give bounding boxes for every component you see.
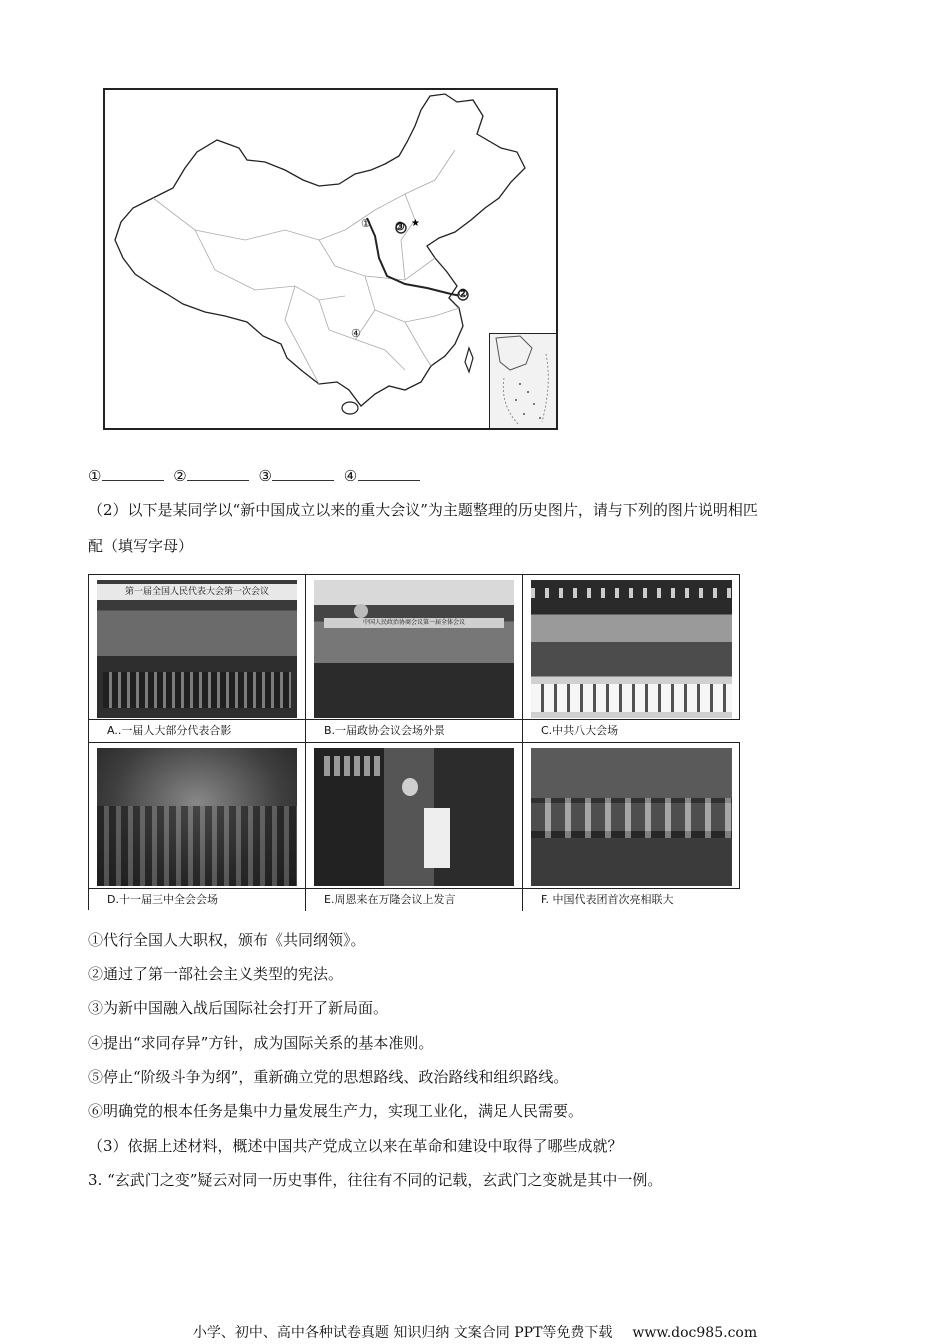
photo-cell-b: [306, 575, 523, 743]
photo-cell-f: [523, 743, 740, 911]
statement-2: ②通过了第一部社会主义类型的宪法。: [88, 965, 344, 983]
map-answer-blanks: [88, 466, 424, 485]
photo-e-caption: E.周恩来在万隆会议上发言: [306, 888, 522, 911]
map-marker-3: ③: [395, 220, 405, 233]
photo-b-banner: 中国人民政治协商会议第一届全体会议: [324, 618, 504, 628]
photo-a-caption: A..一届人大部分代表合影: [89, 719, 305, 742]
photo-cell-e: [306, 743, 523, 911]
statement-3: ③为新中国融入战后国际社会打开了新局面。: [88, 999, 389, 1017]
blank-label-1: ①: [88, 467, 102, 485]
china-map: [103, 88, 558, 430]
photo-b-cppcc-exterior: [314, 580, 514, 718]
photo-c-caption: C.中共八大会场: [523, 719, 740, 742]
south-china-sea-inset: [489, 333, 556, 428]
photo-e-zhou-enlai-bandung: [314, 748, 514, 886]
photo-a-npc-delegates: [97, 580, 297, 718]
blank-3[interactable]: [272, 466, 334, 481]
blank-label-4: ④: [343, 467, 358, 485]
photo-d-third-plenum: [97, 748, 297, 886]
photo-c-cpc-8th-congress: [531, 580, 732, 718]
photo-b-caption: B.一届政协会议会场外景: [306, 719, 522, 742]
map-marker-1: ①: [361, 217, 371, 230]
blank-label-3: ③: [258, 467, 273, 485]
map-marker-2: ②: [458, 287, 468, 300]
blank-1[interactable]: [102, 466, 164, 481]
photo-f-caption: F. 中国代表团首次亮相联大: [523, 888, 740, 911]
statement-4: ④提出“求同存异”方针，成为国际关系的基本准则。: [88, 1034, 434, 1052]
footer-site-link[interactable]: www.doc985.com: [632, 1325, 758, 1341]
photo-cell-d: [89, 743, 306, 911]
question-2-intro-cont: 配（填写字母）: [88, 537, 194, 555]
statement-6: ⑥明确党的根本任务是集中力量发展生产力，实现工业化，满足人民需要。: [88, 1102, 584, 1120]
next-question-title: 3. “玄武门之变”疑云对同一历史事件，往往有不同的记载，玄武门之变就是其中一例。: [88, 1171, 663, 1189]
footer-text: 小学、初中、高中各种试卷真题 知识归纳 文案合同 PPT等免费下载: [192, 1325, 613, 1341]
page-footer: [0, 1322, 950, 1342]
blank-2[interactable]: [187, 466, 249, 481]
blank-label-2: ②: [173, 467, 188, 485]
svg-text:★: ★: [411, 218, 420, 229]
blank-4[interactable]: [358, 466, 420, 481]
statement-5: ⑤停止“阶级斗争为纲”，重新确立党的思想路线、政治路线和组织路线。: [88, 1068, 569, 1086]
map-marker-4: ④: [351, 327, 361, 340]
photo-cell-c: [523, 575, 740, 743]
question-2-intro: （2）以下是某同学以“新中国成立以来的重大会议”为主题整理的历史图片，请与下列的图片说明相匹: [88, 501, 758, 519]
meeting-photo-grid: [88, 574, 740, 910]
question-3-prompt: （3）依据上述材料，概述中国共产党成立以来在革命和建设中取得了哪些成就？: [88, 1137, 623, 1155]
photo-a-banner: 第一届全国人民代表大会第一次会议: [97, 584, 297, 600]
photo-f-china-un-delegation: [531, 748, 732, 886]
statement-1: ①代行全国人大职权，颁布《共同纲领》。: [88, 931, 366, 949]
photo-cell-a: [89, 575, 306, 743]
photo-d-caption: D.十一届三中全会会场: [89, 888, 305, 911]
